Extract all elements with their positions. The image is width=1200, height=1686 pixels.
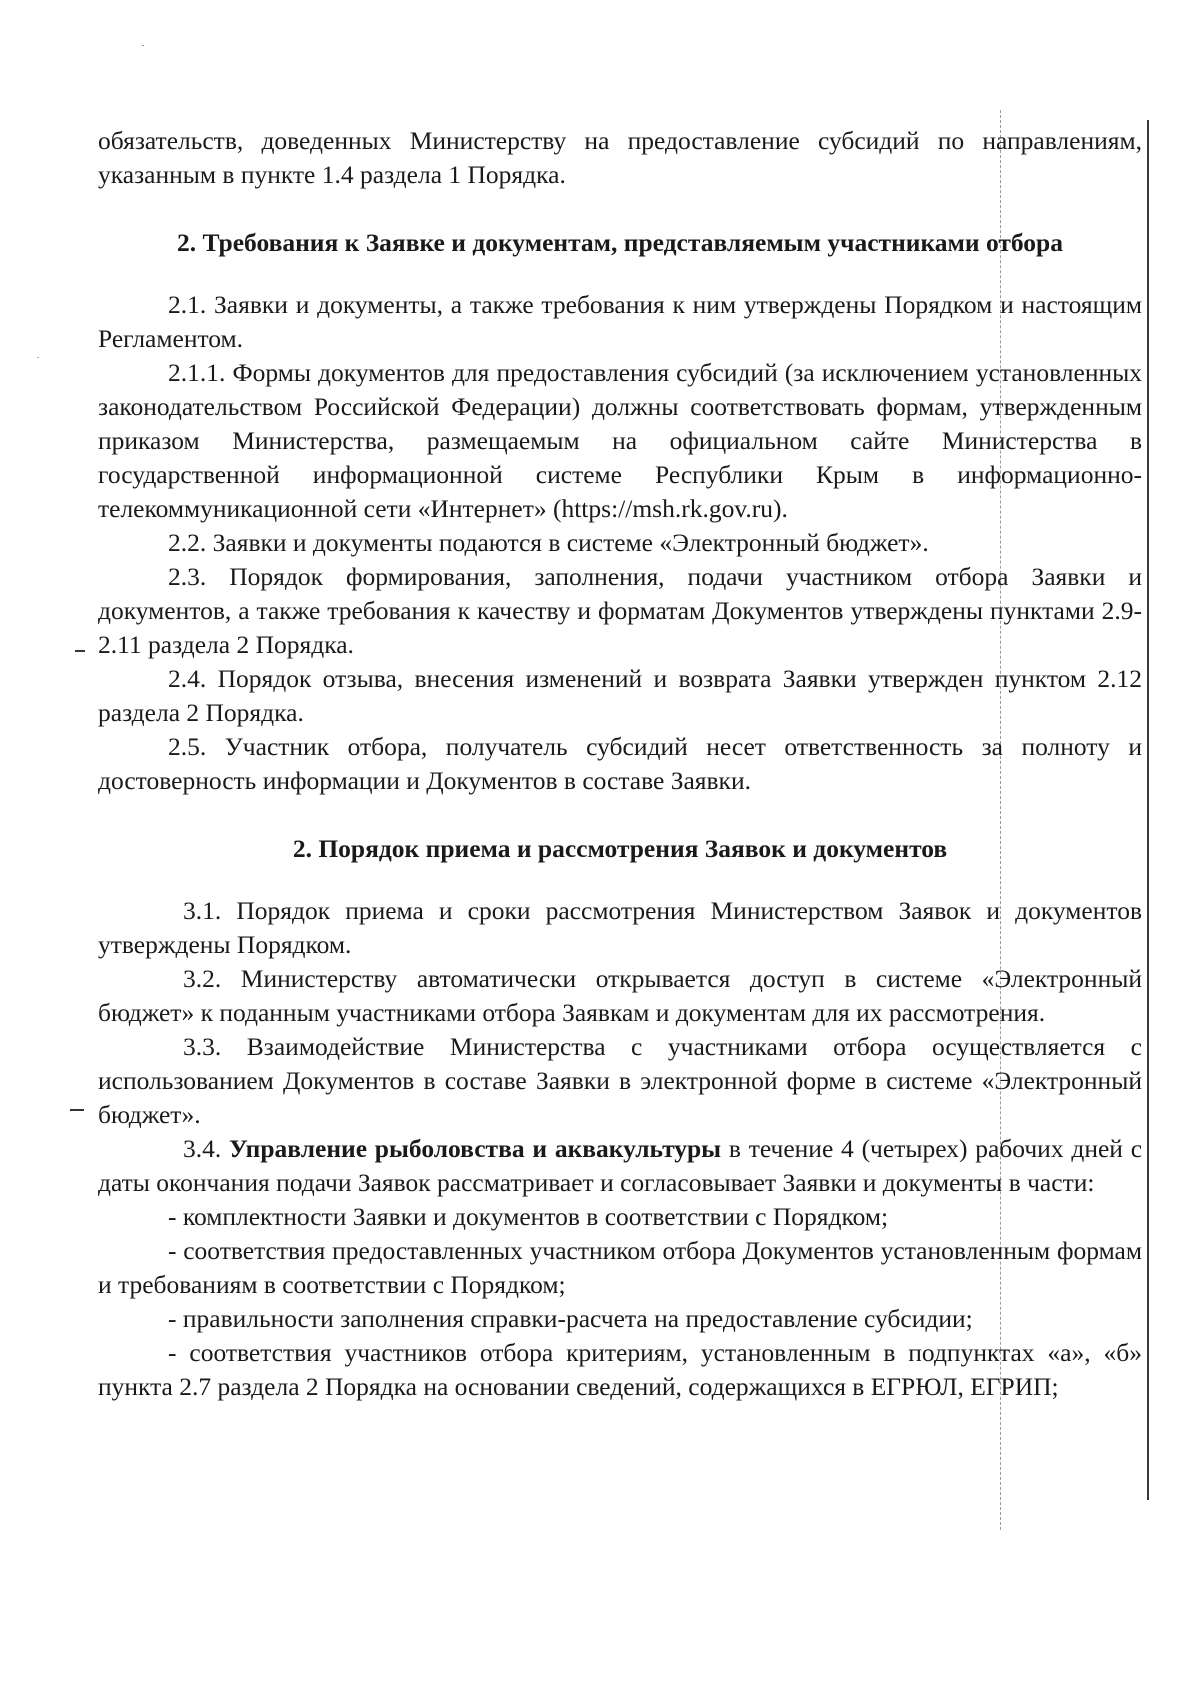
- paragraph-2-1-1: 2.1.1. Формы документов для предоставления субсидий (за исключением установленных законодательством Российской Федерации) должны соответствовать формам, утвержденным приказом Министерства, размещаемым на официальном сайте Министерства в государственной информационной системе Республики Крым в информационно-телекоммуникационной сети «Интернет» (https://msh.rk.gov.ru).: [98, 358, 1142, 523]
- paragraph-2-1: 2.1. Заявки и документы, а также требования к ним утверждены Порядком и настоящим Регламентом.: [98, 290, 1142, 353]
- paragraph-3-4-text: в течение 4 (четырех) рабочих дней с даты окончания подачи Заявок рассматривает и согласовывает Заявки и документы в части:: [98, 1134, 1143, 1197]
- paragraph-3-4: [98, 1132, 1142, 1200]
- section-3-heading: 2. Порядок приема и рассмотрения Заявок и документов: [292, 834, 948, 863]
- list-item-criteria: - соответствия участников отбора критериям, установленным в подпунктах «а», «б» пункта 2.7 раздела 2 Порядка на основании сведений, содержащихся в ЕГРЮЛ, ЕГРИП;: [98, 1338, 1142, 1401]
- list-item-calculation: - правильности заполнения справки-расчета на предоставление субсидии;: [168, 1304, 973, 1333]
- paragraph-3-4-department: Управление рыболовства и аквакультуры: [229, 1134, 722, 1163]
- paragraph-2-2: 2.2. Заявки и документы подаются в системе «Электронный бюджет».: [168, 528, 929, 557]
- paragraph-3-3: 3.3. Взаимодействие Министерства с участниками отбора осуществляется с использованием Документов в составе Заявки в электронной форме в системе «Электронный бюджет».: [98, 1032, 1142, 1129]
- paragraph-3-2: 3.2. Министерству автоматически открывается доступ в системе «Электронный бюджет» к поданным участниками отбора Заявкам и документам для их рассмотрения.: [98, 964, 1142, 1027]
- paragraph-intro: обязательств, доведенных Министерству на предоставление субсидий по направлениям, указанным в пункте 1.4 раздела 1 Порядка.: [98, 126, 1142, 189]
- paragraph-3-4-number: 3.4.: [183, 1134, 230, 1163]
- paragraph-2-4: 2.4. Порядок отзыва, внесения изменений и возврата Заявки утвержден пунктом 2.12 раздела 2 Порядка.: [98, 664, 1142, 727]
- paragraph-2-3: 2.3. Порядок формирования, заполнения, подачи участником отбора Заявки и документов, а также требования к качеству и форматам Документов утверждены пунктами 2.9-2.11 раздела 2 Порядка.: [98, 562, 1142, 659]
- margin-mark: [75, 650, 85, 652]
- list-item-completeness: - комплектности Заявки и документов в соответствии с Порядком;: [168, 1202, 889, 1231]
- margin-mark: [70, 1109, 84, 1111]
- paragraph-2-5: 2.5. Участник отбора, получатель субсидий несет ответственность за полноту и достоверность информации и Документов в составе Заявки.: [98, 732, 1142, 795]
- paragraph-3-1: 3.1. Порядок приема и сроки рассмотрения Министерством Заявок и документов утверждены Порядком.: [98, 896, 1142, 959]
- list-item-forms: - соответствия предоставленных участником отбора Документов установленным формам и требованиям в соответствии с Порядком;: [98, 1236, 1142, 1299]
- scan-speck: [142, 45, 144, 46]
- scan-edge-line: [1147, 120, 1149, 1500]
- scan-speck: [37, 357, 39, 358]
- document-body: [98, 124, 1142, 1404]
- section-2-heading: 2. Требования к Заявке и документам, представляемым участниками отбора: [177, 228, 1063, 257]
